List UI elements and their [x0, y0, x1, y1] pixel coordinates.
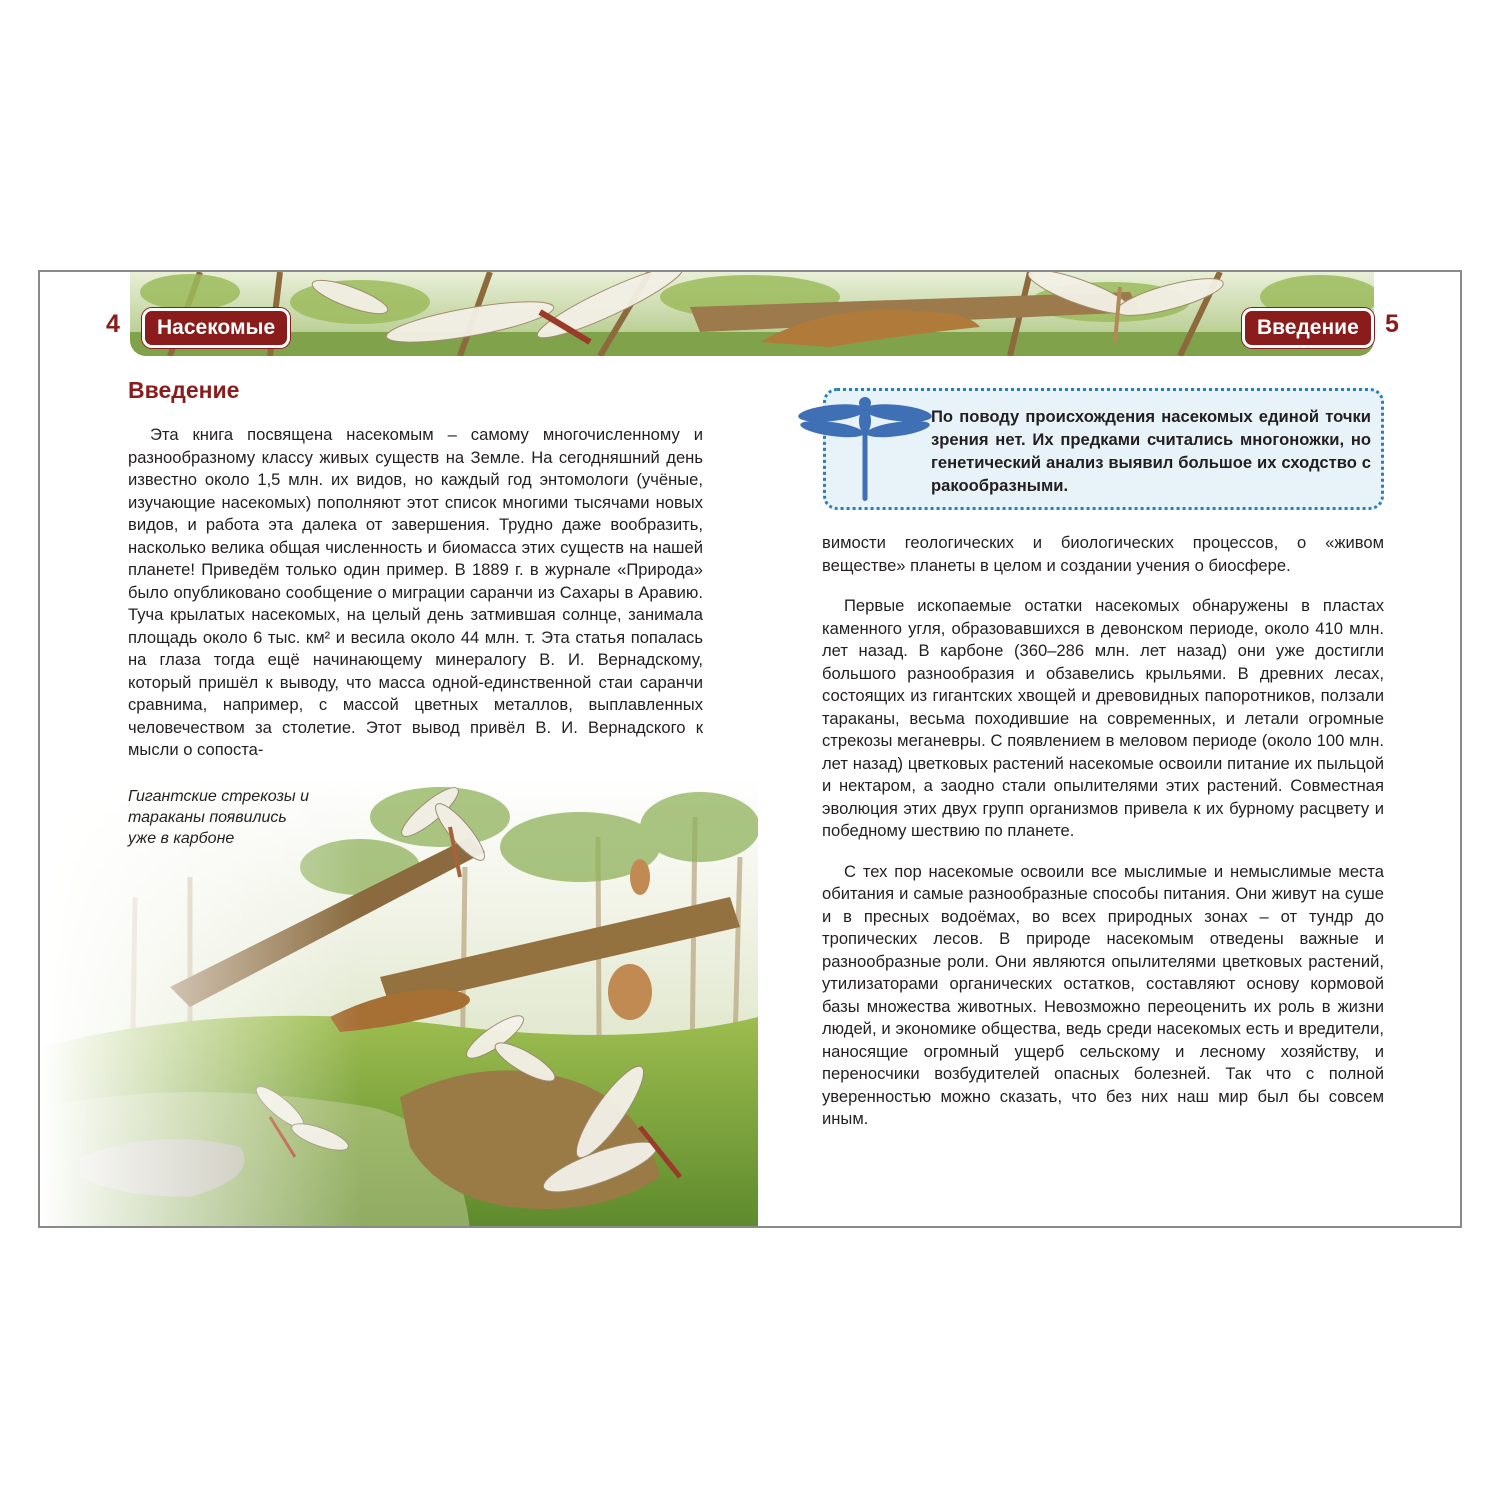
fossils-paragraph: Первые ископаемые остатки насекомых обнаружены в пластах каменного угля, образовавшихся в девонском периоде, около 410 млн. лет назад. В карбоне (360–286 млн. лет назад) они уже достигли большого разнообразия и обзавелись крыльями. В древних лесах, состоящих из гигантских хвощей и древовидных папоротников, ползали тараканы, весьма походившие на современных, и летали огромные стрекозы меганевры. С появлением в меловом периоде (около 100 млн. лет назад) цветковых растений насекомые освоили питание их пыльцой и нектаром, а заодно стали опылителями этих растений. Совместная эволюция этих двух групп организмов привела к их бурному расцвету и победному шествию по планете. [822, 596, 1384, 840]
fact-callout-box [823, 388, 1384, 510]
caption-line-1: Гигантские стрекозы и [128, 788, 310, 805]
book-spread [38, 270, 1462, 1228]
page-number-right: 5 [1385, 310, 1399, 338]
header-banner-illustration [130, 272, 1374, 356]
intro-paragraph: Эта книга посвящена насекомым – самому многочисленному и разнообразному классу живых существ на Земле. На сегодняшний день известно около 1,5 млн. их видов, но каждый год энтомологи (учёные, изучающие насекомых) пополняют этот список многими тысячами новых видов, и работа эта далека от завершения. Трудно даже вообразить, насколько велика общая численность и биомасса этих существ на нашей планете! Приведём только один пример. В 1889 г. в журнале «Природа» было опубликовано сообщение о миграции саранчи из Сахары в Аравию. Туча крылатых насекомых, на целый день затмившая солнце, занимала площадь около 6 тыс. км² и весила около 44 млн. т. Эта статья попалась на глаза тогда ещё начинающему минералогу В. И. Вернадскому, который пришёл к выводу, что масса одной-единственной стаи саранчи сравнима, например, с массой цветных металлов, выплавленных человечеством за столетие. Этот вывод привёл В. И. Вернадского к мысли о сопоста- [128, 425, 703, 759]
section-tag-right: Введение [1242, 308, 1374, 348]
caption-line-3: уже в карбоне [128, 830, 235, 847]
continued-paragraph: вимости геологических и биологических процессов, о «живом веществе» планеты в целом и создании учения о биосфере. [822, 533, 1384, 575]
page-heading: Введение [128, 377, 240, 403]
section-tag-left: Насекомые [142, 308, 290, 348]
habitats-paragraph: С тех пор насекомые освоили все мыслимые и немыслимые места обитания и самые разнообразные способы питания. Они живут на суше и в пресных водоёмах, во всех природных зонах – от тундр до тропических лесов. В природе насекомым отведены важные и разнообразные роли. Они являются опылителями цветковых растений, утилизаторами органических остатков, составляют основу кормовой базы множества животных. Невозможно переоценить их роль в жизни людей, и экономике общества, ведь среди насекомых есть и вредители, наносящие огромный ущерб сельскому и лесному хозяйству, и переносчики возбудителей опасных болезней. Так что с полной уверенностью можно сказать, что без них наш мир был бы совсем иным. [822, 861, 1384, 1128]
callout-text: По поводу происхождения насекомых единой точки зрения нет. Их предками считались многоножки, но генетический анализ выявил большое их сходство с ракообразными. [931, 407, 1371, 495]
left-column [128, 424, 703, 762]
caption-line-2: тараканы появились [128, 809, 287, 826]
dragonfly-icon [798, 395, 932, 510]
page-number-left: 4 [106, 310, 120, 338]
right-column [822, 532, 1384, 1149]
illustration-caption [128, 786, 309, 849]
